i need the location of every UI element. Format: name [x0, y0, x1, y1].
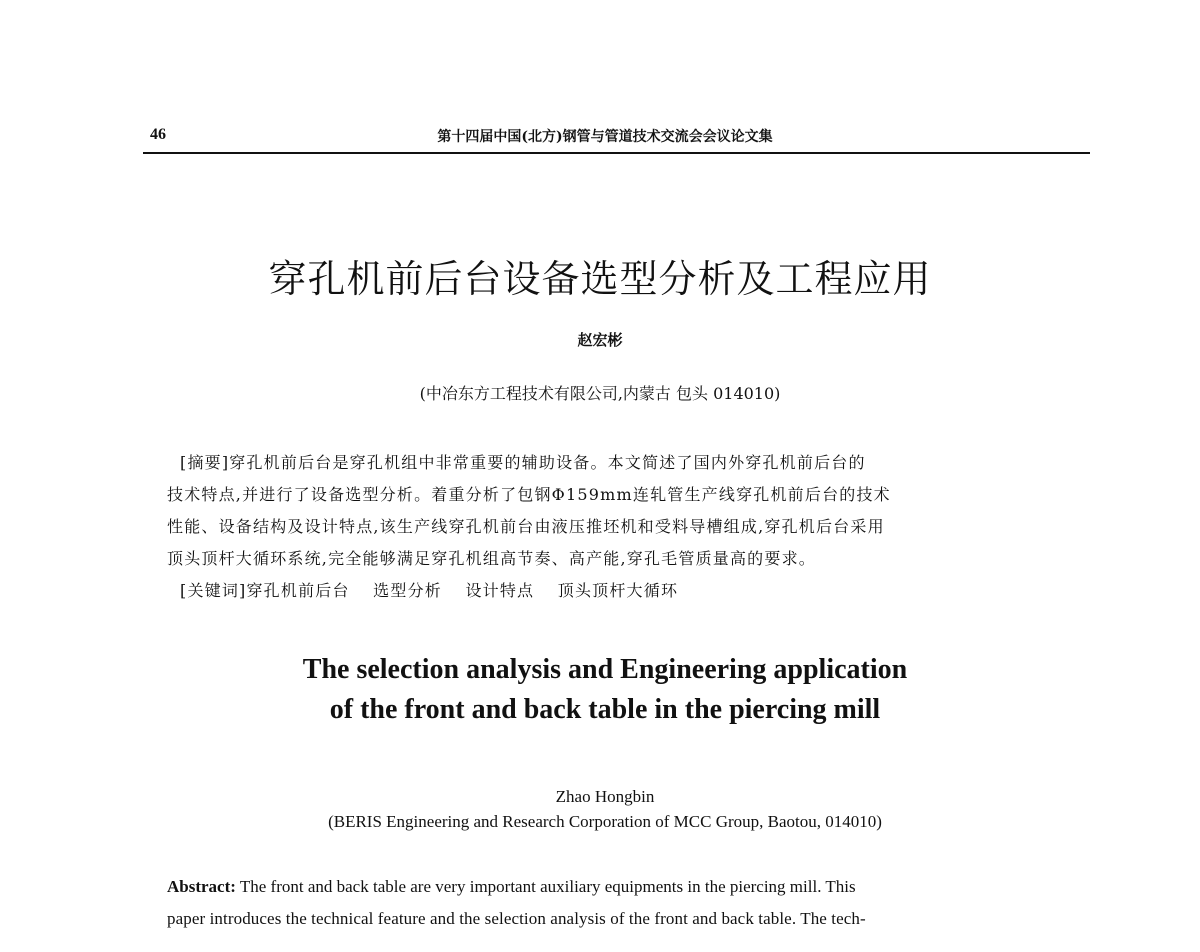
running-header: 第十四届中国(北方)钢管与管道技术交流会会议论文集 — [437, 129, 773, 145]
affiliation-en: (BERIS Engineering and Research Corporation of MCC Group, Baotou, 014010) — [328, 812, 882, 831]
abstract-en-line2: paper introduces the technical feature and the selection analysis of the front and back table. The tech- — [167, 909, 866, 928]
author-zh: 赵宏彬 — [577, 331, 623, 349]
header-rule — [143, 152, 1090, 154]
author-en: Zhao Hongbin — [555, 787, 655, 806]
page-number: 46 — [150, 126, 166, 143]
abstract-en-text: The front and back table are very important auxiliary equipments in the piercing mill. This — [235, 877, 856, 896]
abstract-en-line1 — [167, 877, 856, 897]
keywords-zh: [关键词]穿孔机前后台 选型分析 设计特点 顶头顶杆大循环 — [180, 581, 679, 600]
abstract-zh-line: 性能、设备结构及设计特点,该生产线穿孔机前台由液压推坯机和受料导槽组成,穿孔机后台采用 — [167, 517, 885, 536]
abstract-zh-line: [摘要]穿孔机前后台是穿孔机组中非常重要的辅助设备。本文简述了国内外穿孔机前后台的 — [180, 453, 866, 472]
abstract-zh-line: 技术特点,并进行了设备选型分析。着重分析了包钢Φ159mm连轧管生产线穿孔机前后台的技术 — [167, 485, 891, 504]
paper-title-zh: 穿孔机前后台设备选型分析及工程应用 — [268, 257, 932, 301]
affiliation-zh: (中冶东方工程技术有限公司,内蒙古 包头 014010) — [419, 384, 781, 403]
abstract-zh-line: 顶头顶杆大循环系统,完全能够满足穿孔机组高节奏、高产能,穿孔毛管质量高的要求。 — [167, 549, 816, 568]
paper-title-en-line1: The selection analysis and Engineering application — [302, 654, 908, 685]
abstract-label: Abstract: — [167, 877, 236, 896]
paper-title-en-line2: of the front and back table in the piercing mill — [329, 694, 881, 725]
